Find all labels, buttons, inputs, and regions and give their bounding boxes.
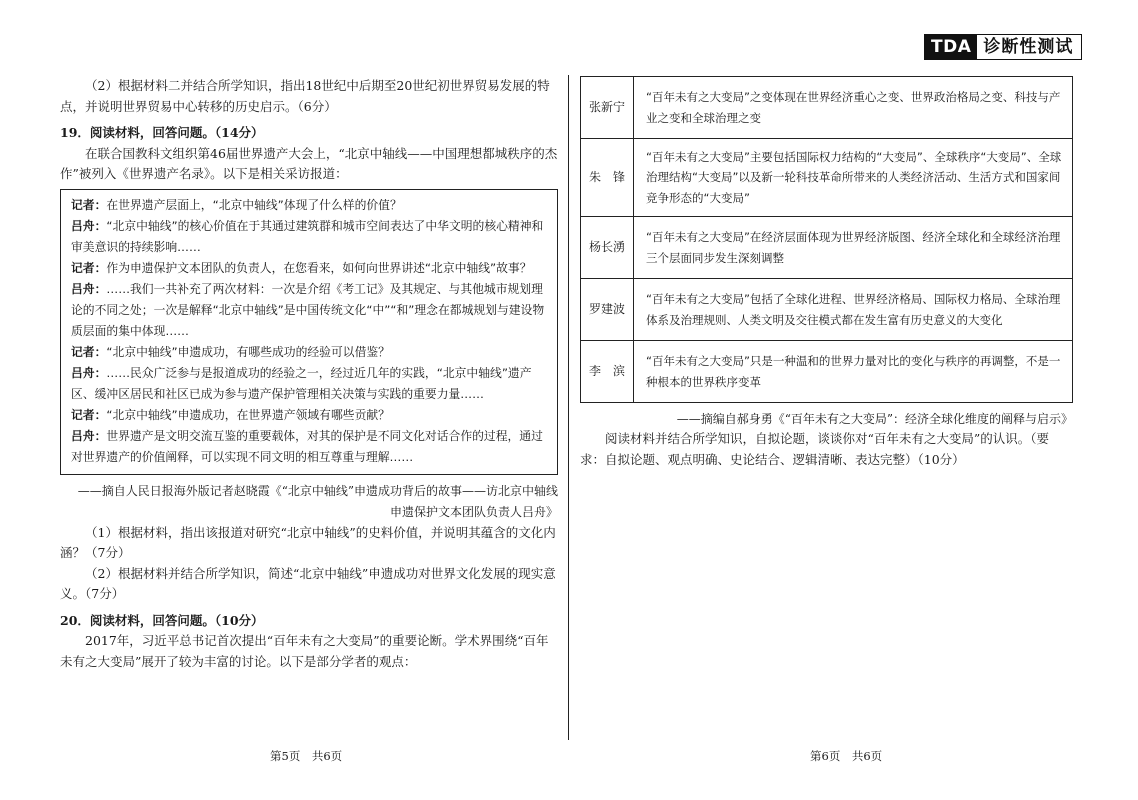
speaker: 吕舟： (71, 365, 107, 380)
table-row (581, 77, 1073, 139)
speaker: 吕舟： (71, 428, 107, 443)
interview-line (71, 363, 547, 405)
interview-line (71, 216, 547, 258)
scholar-name: 李 滨 (581, 341, 634, 403)
q20-intro: 2017年，习近平总书记首次提出“百年未有之大变局”的重要论断。学术界围绕“百年未有之大变局”展开了较为丰富的讨论。以下是部分学者的观点： (60, 633, 549, 669)
utterance: “北京中轴线”的核心价值在于其通过建筑群和城市空间表达了中华文明的核心精神和审美意识的持续影响…… (71, 218, 544, 254)
q19-sub2: （2）根据材料并结合所学知识，简述“北京中轴线”申遗成功对世界文化发展的现实意义。（7分） (60, 565, 556, 601)
utterance: 作为申遗保护文本团队的负责人，在您看来，如何向世界讲述“北京中轴线”故事？ (106, 260, 532, 275)
badge-tda: TDA (925, 35, 977, 59)
q19-sub1: （1）根据材料，指出该报道对研究“北京中轴线”的史料价值，并说明其蕴含的文化内涵？（7分） (60, 524, 556, 560)
speaker: 记者： (71, 344, 107, 359)
scholar-view: “百年未有之大变局”之变体现在世界经济重心之变、世界政治格局之变、科技与产业之变和全球治理之变 (634, 77, 1073, 139)
utterance: “北京中轴线”申遗成功，在世界遗产领域有哪些贡献？ (106, 407, 390, 422)
interview-line (71, 342, 547, 363)
utterance: 在世界遗产层面上，“北京中轴线”体现了什么样的价值？ (106, 197, 402, 212)
scholar-name: 罗建波 (581, 279, 634, 341)
column-divider (568, 75, 569, 740)
q20-heading: 20．阅读材料，回答问题。（10分） (60, 612, 264, 628)
footer-page-6: 第6页 共6页 (810, 749, 883, 763)
scholar-name: 张新宁 (581, 77, 634, 139)
scholar-name: 朱 锋 (581, 139, 634, 217)
interview-line (71, 405, 547, 426)
right-column (580, 76, 1073, 470)
scholar-views-table (580, 76, 1073, 403)
interview-line (71, 426, 547, 468)
scholar-name: 杨长湧 (581, 217, 634, 279)
utterance: ……民众广泛参与是报道成功的经验之一，经过近几年的实践，“北京中轴线”遗产区、缓冲区居民和社区已成为参与遗产保护管理相关决策与实践的重要力量…… (71, 365, 532, 401)
scholar-view: “百年未有之大变局”在经济层面体现为世界经济版图、经济全球化和全球经济治理三个层面同步发生深刻调整 (634, 217, 1073, 279)
speaker: 吕舟： (71, 218, 107, 233)
q19-intro: 在联合国教科文组织第46届世界遗产大会上，“北京中轴线——中国理想都城秩序的杰作”被列入《世界遗产名录》。以下是相关采访报道： (60, 145, 558, 181)
table-row (581, 279, 1073, 341)
interview-box (60, 189, 558, 475)
q20-source: ——摘编自郝身勇《“百年未有之大变局”：经济全球化维度的阐释与启示》 (676, 412, 1073, 426)
table-row (581, 217, 1073, 279)
q19-heading: 19．阅读材料，回答问题。（14分） (60, 125, 264, 140)
interview-line (71, 258, 547, 279)
speaker: 记者： (71, 197, 107, 212)
header-badge (924, 34, 1082, 60)
utterance: ……我们一共补充了两次材料：一次是介绍《考工记》及其规定、与其他城市规划理论的不同之处；一次是解释“北京中轴线”是中国传统文化“中”“和”理念在都城规划与建设物质层面的集中体现…… (71, 281, 545, 338)
scholar-view: “百年未有之大变局”包括了全球化进程、世界经济格局、国际权力格局、全球治理体系及治理规则、人类文明及交往模式都在发生富有历史意义的大变化 (634, 279, 1073, 341)
q18-part2: （2）根据材料二并结合所学知识，指出18世纪中后期至20世纪初世界贸易发展的特点，并说明世界贸易中心转移的历史启示。（6分） (60, 78, 550, 114)
speaker: 吕舟： (71, 281, 107, 296)
left-column (60, 76, 558, 672)
interview-line (71, 195, 547, 216)
q19-source-line2: 申遗保护文本团队负责人吕舟》 (389, 504, 558, 519)
interview-line (71, 279, 547, 342)
q20-prompt: 阅读材料并结合所学知识，自拟论题，谈谈你对“百年未有之大变局”的认识。（要求：自拟论题、观点明确、史论结合、逻辑清晰、表达完整）（10分） (580, 431, 1050, 467)
scholar-view: “百年未有之大变局”只是一种温和的世界力量对比的变化与秩序的再调整，不是一种根本的世界秩序变革 (634, 341, 1073, 403)
scholar-view: “百年未有之大变局”主要包括国际权力结构的“大变局”、全球秩序“大变局”、全球治理结构“大变局”以及新一轮科技革命所带来的人类经济活动、生活方式和国家间竞争形态的“大变局” (634, 139, 1073, 217)
badge-title: 诊断性测试 (983, 37, 1074, 57)
table-row (581, 341, 1073, 403)
table-row (581, 139, 1073, 217)
speaker: 记者： (71, 260, 107, 275)
footer-page-5: 第5页 共6页 (270, 749, 343, 763)
utterance: 世界遗产是文明交流互鉴的重要载体，对其的保护是不同文化对话合作的过程，通过对世界遗产的价值阐释，可以实现不同文明的相互尊重与理解…… (71, 428, 543, 464)
utterance: “北京中轴线”申遗成功，有哪些成功的经验可以借鉴？ (106, 344, 390, 359)
q19-source-line1: ——摘自人民日报海外版记者赵晓霞《“北京中轴线”申遗成功背后的故事——访北京中轴线 (77, 483, 558, 498)
speaker: 记者： (71, 407, 107, 422)
